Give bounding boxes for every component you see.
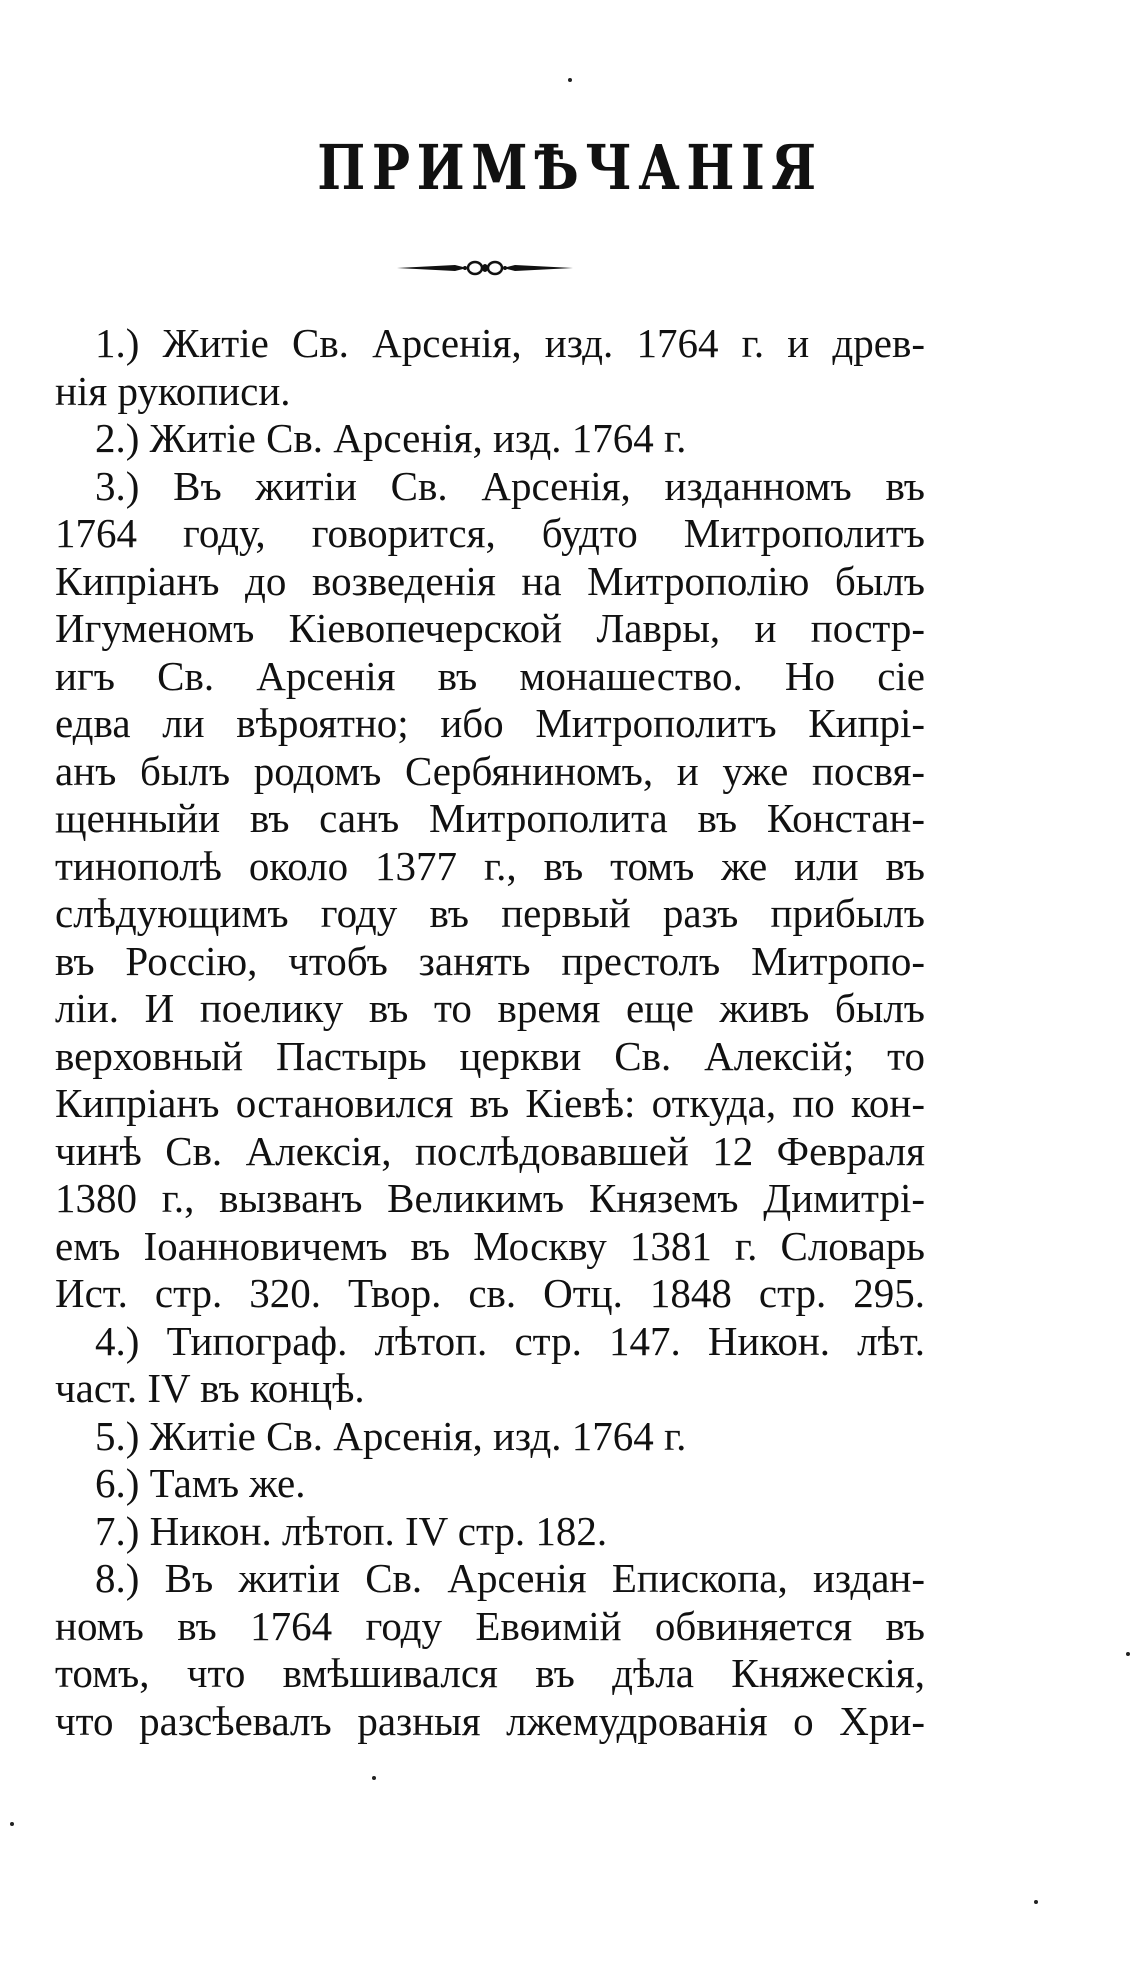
note-line: 8.) Въ житіи Св. Арсенія Епископа, издан- [95,1555,925,1601]
note-line: Ист. стр. 320. Твор. св. Отц. 1848 стр. 295. [55,1270,925,1316]
note-line: Кипріанъ остановился въ Кіевѣ: откуда, по кон- [55,1080,925,1126]
note-line: емъ Іоанновичемъ въ Москву 1381 г. Словарь [55,1222,925,1269]
ornament-divider [395,256,575,280]
note-line: едва ли вѣроятно; ибо Митрополитъ Кипрі- [55,700,925,746]
note-line: щенныйи въ санъ Митрополита въ Констан- [55,795,925,841]
note-line: томъ, что вмѣшивался въ дѣла Княжескія, [55,1650,925,1696]
note-line: 4.) Типограф. лѣтоп. стр. 147. Никон. лѣт. [95,1317,925,1364]
note-line: 6.) Тамъ же. [95,1460,306,1506]
note-line: что разсѣевалъ разныя лжемудрованія о Хри- [55,1697,925,1744]
note-line: нія рукописи. [55,367,291,414]
page-title: ПРИМѢЧАНІЯ [317,131,823,204]
note-line: чинѣ Св. Алексія, послѣдовавшей 12 Февраля [55,1127,925,1174]
note-line: 1764 году, говорится, будто Митрополитъ [55,510,925,556]
print-speck [372,1776,376,1780]
note-line: игъ Св. Арсенія въ монашество. Но сіе [55,652,925,699]
note-line: Игуменомъ Кіевопечерской Лавры, и постр- [55,605,925,651]
note-line: 1.) Житіе Св. Арсенія, изд. 1764 г. и древ- [95,320,925,366]
note-line: 5.) Житіе Св. Арсенія, изд. 1764 г. [95,1412,687,1459]
note-line: 3.) Въ житіи Св. Арсенія, изданномъ въ [95,462,925,509]
note-line: номъ въ 1764 году Евѳимій обвиняется въ [55,1602,925,1649]
note-line: част. IV въ концѣ. [55,1365,365,1411]
note-line: слѣдующимъ году въ первый разъ прибылъ [55,890,925,936]
note-line: 2.) Житіе Св. Арсенія, изд. 1764 г. [95,415,687,461]
print-speck [10,1822,14,1826]
note-line: тинополѣ около 1377 г., въ томъ же или въ [55,842,925,889]
note-line: ліи. И поелику въ то время еще живъ былъ [55,985,925,1031]
notes-text [55,320,925,1745]
print-speck [1126,1652,1130,1656]
note-line: въ Россію, чтобъ занять престолъ Митропо- [55,937,925,984]
print-speck [568,78,572,82]
note-line: 1380 г., вызванъ Великимъ Княземъ Димитрі- [55,1175,925,1221]
note-line: анъ былъ родомъ Сербяниномъ, и уже посвя- [55,747,925,794]
note-line: 7.) Никон. лѣтоп. IV стр. 182. [95,1507,608,1554]
print-speck [1034,1900,1038,1904]
note-line: верховный Пастырь церкви Св. Алексій; то [55,1032,925,1079]
note-line: Кипріанъ до возведенія на Митрополію былъ [55,557,925,604]
